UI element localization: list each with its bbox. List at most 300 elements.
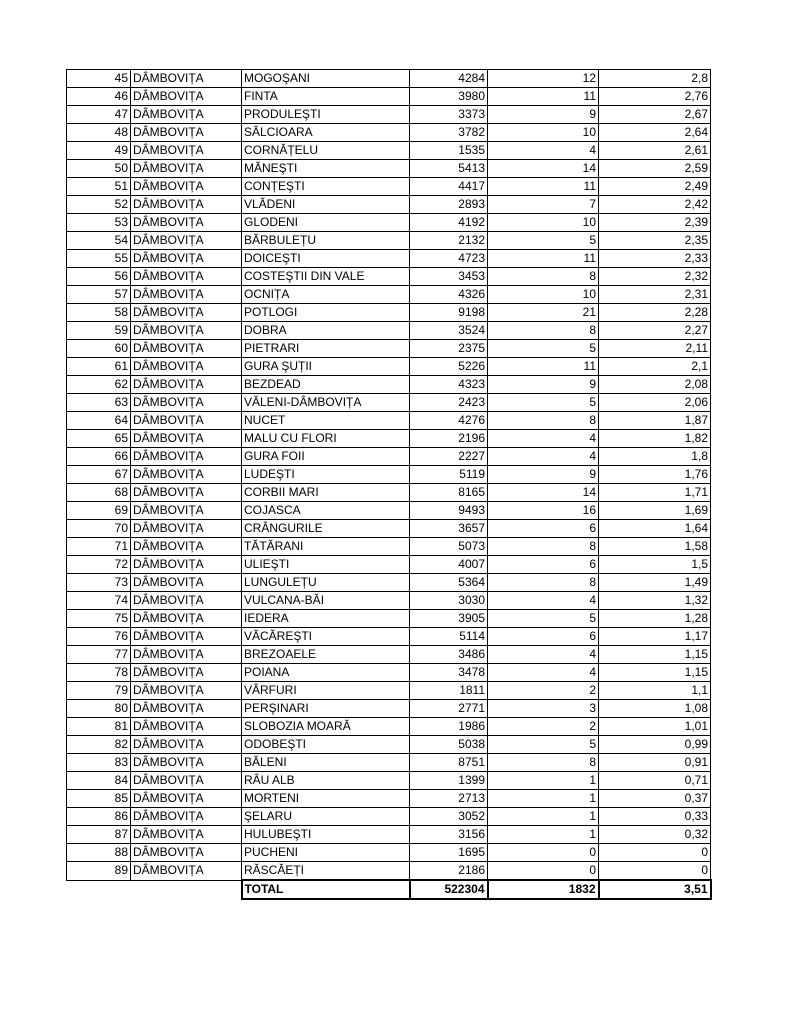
county-cell: DÂMBOVIȚA bbox=[131, 250, 242, 268]
rate-cell: 0,37 bbox=[599, 790, 711, 808]
population-cell: 1535 bbox=[410, 142, 488, 160]
cases-cell: 4 bbox=[488, 646, 599, 664]
locality-cell: PRODULEŞTI bbox=[242, 106, 410, 124]
rate-cell: 1,28 bbox=[599, 610, 711, 628]
table-row bbox=[67, 70, 711, 88]
locality-cell: ULIEŞTI bbox=[242, 556, 410, 574]
cases-cell: 8 bbox=[488, 412, 599, 430]
cases-cell: 6 bbox=[488, 556, 599, 574]
row-number: 73 bbox=[67, 574, 131, 592]
county-cell: DÂMBOVIȚA bbox=[131, 646, 242, 664]
table-row bbox=[67, 304, 711, 322]
row-number: 89 bbox=[67, 862, 131, 881]
rate-cell: 2,76 bbox=[599, 88, 711, 106]
county-cell: DÂMBOVIȚA bbox=[131, 664, 242, 682]
row-number: 80 bbox=[67, 700, 131, 718]
locality-cell: RÂU ALB bbox=[242, 772, 410, 790]
rate-cell: 1,08 bbox=[599, 700, 711, 718]
county-cell: DÂMBOVIȚA bbox=[131, 124, 242, 142]
row-number: 70 bbox=[67, 520, 131, 538]
rate-cell: 1,1 bbox=[599, 682, 711, 700]
cases-cell: 10 bbox=[488, 214, 599, 232]
rate-cell: 1,15 bbox=[599, 664, 711, 682]
population-cell: 5114 bbox=[410, 628, 488, 646]
county-cell: DÂMBOVIȚA bbox=[131, 142, 242, 160]
county-cell: DÂMBOVIȚA bbox=[131, 610, 242, 628]
locality-cell: VLĂDENI bbox=[242, 196, 410, 214]
county-cell: DÂMBOVIȚA bbox=[131, 106, 242, 124]
county-cell: DÂMBOVIȚA bbox=[131, 538, 242, 556]
table-row bbox=[67, 664, 711, 682]
rate-cell: 2,08 bbox=[599, 376, 711, 394]
locality-cell: OCNIȚA bbox=[242, 286, 410, 304]
locality-cell: POTLOGI bbox=[242, 304, 410, 322]
population-cell: 3373 bbox=[410, 106, 488, 124]
locality-cell: CORBII MARI bbox=[242, 484, 410, 502]
population-cell: 1695 bbox=[410, 844, 488, 862]
row-number: 71 bbox=[67, 538, 131, 556]
cases-cell: 0 bbox=[488, 862, 599, 881]
county-cell: DÂMBOVIȚA bbox=[131, 70, 242, 88]
table-row bbox=[67, 502, 711, 520]
population-cell: 5413 bbox=[410, 160, 488, 178]
rate-cell: 1,8 bbox=[599, 448, 711, 466]
population-cell: 5119 bbox=[410, 466, 488, 484]
county-cell: DÂMBOVIȚA bbox=[131, 556, 242, 574]
county-cell: DÂMBOVIȚA bbox=[131, 286, 242, 304]
row-number: 59 bbox=[67, 322, 131, 340]
table-row bbox=[67, 448, 711, 466]
rate-cell: 2,49 bbox=[599, 178, 711, 196]
population-cell: 2227 bbox=[410, 448, 488, 466]
cases-cell: 3 bbox=[488, 700, 599, 718]
locality-cell: VĂCĂREŞTI bbox=[242, 628, 410, 646]
locality-cell: MORTENI bbox=[242, 790, 410, 808]
table-row bbox=[67, 124, 711, 142]
cases-cell: 8 bbox=[488, 538, 599, 556]
rate-cell: 2,39 bbox=[599, 214, 711, 232]
cases-cell: 4 bbox=[488, 592, 599, 610]
cases-cell: 9 bbox=[488, 466, 599, 484]
row-number: 81 bbox=[67, 718, 131, 736]
county-cell: DÂMBOVIȚA bbox=[131, 304, 242, 322]
table-row bbox=[67, 520, 711, 538]
county-cell: DÂMBOVIȚA bbox=[131, 196, 242, 214]
row-number: 84 bbox=[67, 772, 131, 790]
table-row bbox=[67, 250, 711, 268]
cases-cell: 5 bbox=[488, 394, 599, 412]
locality-cell: GURA ŞUȚII bbox=[242, 358, 410, 376]
table-row bbox=[67, 484, 711, 502]
cases-cell: 8 bbox=[488, 268, 599, 286]
county-cell: DÂMBOVIȚA bbox=[131, 772, 242, 790]
table-row bbox=[67, 592, 711, 610]
locality-cell: NUCET bbox=[242, 412, 410, 430]
cases-cell: 21 bbox=[488, 304, 599, 322]
row-number: 79 bbox=[67, 682, 131, 700]
population-cell: 3657 bbox=[410, 520, 488, 538]
population-cell: 4723 bbox=[410, 250, 488, 268]
population-cell: 4326 bbox=[410, 286, 488, 304]
table-row bbox=[67, 790, 711, 808]
row-number: 82 bbox=[67, 736, 131, 754]
total-row bbox=[67, 880, 711, 899]
rate-cell: 2,11 bbox=[599, 340, 711, 358]
county-cell: DÂMBOVIȚA bbox=[131, 214, 242, 232]
cases-cell: 1 bbox=[488, 790, 599, 808]
row-number: 57 bbox=[67, 286, 131, 304]
table-row bbox=[67, 682, 711, 700]
rate-cell: 0 bbox=[599, 844, 711, 862]
rate-cell: 1,49 bbox=[599, 574, 711, 592]
locality-cell: VÂRFURI bbox=[242, 682, 410, 700]
population-cell: 4417 bbox=[410, 178, 488, 196]
locality-cell: VULCANA-BĂI bbox=[242, 592, 410, 610]
county-cell: DÂMBOVIȚA bbox=[131, 394, 242, 412]
population-cell: 4007 bbox=[410, 556, 488, 574]
rate-cell: 1,15 bbox=[599, 646, 711, 664]
row-number: 66 bbox=[67, 448, 131, 466]
rate-cell: 2,28 bbox=[599, 304, 711, 322]
locality-cell: MOGOŞANI bbox=[242, 70, 410, 88]
row-number: 64 bbox=[67, 412, 131, 430]
rate-cell: 1,01 bbox=[599, 718, 711, 736]
cases-cell: 5 bbox=[488, 610, 599, 628]
table-row bbox=[67, 556, 711, 574]
county-cell: DÂMBOVIȚA bbox=[131, 754, 242, 772]
cases-cell: 8 bbox=[488, 322, 599, 340]
table-row bbox=[67, 322, 711, 340]
table-row bbox=[67, 196, 711, 214]
total-cases: 1832 bbox=[488, 880, 599, 899]
row-number: 55 bbox=[67, 250, 131, 268]
row-number: 46 bbox=[67, 88, 131, 106]
cases-cell: 6 bbox=[488, 628, 599, 646]
row-number: 77 bbox=[67, 646, 131, 664]
total-label: TOTAL bbox=[242, 880, 410, 899]
row-number: 68 bbox=[67, 484, 131, 502]
county-cell: DÂMBOVIȚA bbox=[131, 160, 242, 178]
county-cell: DÂMBOVIȚA bbox=[131, 574, 242, 592]
cases-cell: 1 bbox=[488, 808, 599, 826]
rate-cell: 1,5 bbox=[599, 556, 711, 574]
data-table bbox=[66, 69, 712, 900]
cases-cell: 8 bbox=[488, 754, 599, 772]
locality-cell: COJASCA bbox=[242, 502, 410, 520]
population-cell: 1986 bbox=[410, 718, 488, 736]
row-number: 83 bbox=[67, 754, 131, 772]
table-row bbox=[67, 394, 711, 412]
county-cell: DÂMBOVIȚA bbox=[131, 430, 242, 448]
row-number: 75 bbox=[67, 610, 131, 628]
table-row bbox=[67, 268, 711, 286]
total-population: 522304 bbox=[410, 880, 488, 899]
cases-cell: 10 bbox=[488, 124, 599, 142]
row-number: 47 bbox=[67, 106, 131, 124]
table-row bbox=[67, 466, 711, 484]
cases-cell: 2 bbox=[488, 682, 599, 700]
cases-cell: 1 bbox=[488, 826, 599, 844]
locality-cell: PERŞINARI bbox=[242, 700, 410, 718]
row-number: 56 bbox=[67, 268, 131, 286]
table-row bbox=[67, 286, 711, 304]
locality-cell: RĂSCĂEȚI bbox=[242, 862, 410, 881]
county-cell: DÂMBOVIȚA bbox=[131, 718, 242, 736]
rate-cell: 2,27 bbox=[599, 322, 711, 340]
cases-cell: 14 bbox=[488, 160, 599, 178]
county-cell: DÂMBOVIȚA bbox=[131, 808, 242, 826]
cases-cell: 5 bbox=[488, 340, 599, 358]
population-cell: 2423 bbox=[410, 394, 488, 412]
rate-cell: 2,64 bbox=[599, 124, 711, 142]
population-cell: 3905 bbox=[410, 610, 488, 628]
rate-cell: 1,71 bbox=[599, 484, 711, 502]
row-number: 78 bbox=[67, 664, 131, 682]
locality-cell: BĂLENI bbox=[242, 754, 410, 772]
county-cell: DÂMBOVIȚA bbox=[131, 700, 242, 718]
county-cell: DÂMBOVIȚA bbox=[131, 466, 242, 484]
row-number: 85 bbox=[67, 790, 131, 808]
rate-cell: 0,99 bbox=[599, 736, 711, 754]
rate-cell: 0,32 bbox=[599, 826, 711, 844]
table-row bbox=[67, 628, 711, 646]
locality-cell: PUCHENI bbox=[242, 844, 410, 862]
locality-cell: ŞELARU bbox=[242, 808, 410, 826]
population-cell: 9198 bbox=[410, 304, 488, 322]
rate-cell: 2,8 bbox=[599, 70, 711, 88]
locality-cell: SĂLCIOARA bbox=[242, 124, 410, 142]
county-cell: DÂMBOVIȚA bbox=[131, 88, 242, 106]
cases-cell: 4 bbox=[488, 448, 599, 466]
row-number: 53 bbox=[67, 214, 131, 232]
population-cell: 2132 bbox=[410, 232, 488, 250]
rate-cell: 0,71 bbox=[599, 772, 711, 790]
county-cell: DÂMBOVIȚA bbox=[131, 628, 242, 646]
population-cell: 4276 bbox=[410, 412, 488, 430]
cases-cell: 12 bbox=[488, 70, 599, 88]
population-cell: 1811 bbox=[410, 682, 488, 700]
population-cell: 3478 bbox=[410, 664, 488, 682]
county-cell: DÂMBOVIȚA bbox=[131, 844, 242, 862]
table-row bbox=[67, 772, 711, 790]
county-cell: DÂMBOVIȚA bbox=[131, 826, 242, 844]
locality-cell: ODOBEŞTI bbox=[242, 736, 410, 754]
table-row bbox=[67, 808, 711, 826]
table-row bbox=[67, 610, 711, 628]
row-number: 86 bbox=[67, 808, 131, 826]
table-row bbox=[67, 430, 711, 448]
county-cell: DÂMBOVIȚA bbox=[131, 448, 242, 466]
rate-cell: 2,35 bbox=[599, 232, 711, 250]
population-cell: 3453 bbox=[410, 268, 488, 286]
locality-cell: COSTEŞTII DIN VALE bbox=[242, 268, 410, 286]
cases-cell: 11 bbox=[488, 250, 599, 268]
table-row bbox=[67, 214, 711, 232]
county-cell: DÂMBOVIȚA bbox=[131, 358, 242, 376]
cases-cell: 11 bbox=[488, 358, 599, 376]
locality-cell: TĂTĂRANI bbox=[242, 538, 410, 556]
population-cell: 3052 bbox=[410, 808, 488, 826]
rate-cell: 2,06 bbox=[599, 394, 711, 412]
population-cell: 2186 bbox=[410, 862, 488, 881]
row-number: 65 bbox=[67, 430, 131, 448]
cases-cell: 4 bbox=[488, 430, 599, 448]
locality-cell: BEZDEAD bbox=[242, 376, 410, 394]
population-cell: 5038 bbox=[410, 736, 488, 754]
cases-cell: 11 bbox=[488, 88, 599, 106]
locality-cell: SLOBOZIA MOARĂ bbox=[242, 718, 410, 736]
population-cell: 5226 bbox=[410, 358, 488, 376]
row-number: 49 bbox=[67, 142, 131, 160]
row-number: 69 bbox=[67, 502, 131, 520]
row-number: 60 bbox=[67, 340, 131, 358]
total-blank-cell bbox=[131, 880, 242, 899]
locality-cell: VĂLENI-DÂMBOVIȚA bbox=[242, 394, 410, 412]
county-cell: DÂMBOVIȚA bbox=[131, 502, 242, 520]
cases-cell: 9 bbox=[488, 376, 599, 394]
county-cell: DÂMBOVIȚA bbox=[131, 736, 242, 754]
locality-cell: LUNGULEȚU bbox=[242, 574, 410, 592]
table-row bbox=[67, 718, 711, 736]
population-cell: 2375 bbox=[410, 340, 488, 358]
population-cell: 2893 bbox=[410, 196, 488, 214]
locality-cell: GURA FOII bbox=[242, 448, 410, 466]
rate-cell: 2,61 bbox=[599, 142, 711, 160]
rate-cell: 2,31 bbox=[599, 286, 711, 304]
county-cell: DÂMBOVIȚA bbox=[131, 484, 242, 502]
population-cell: 3486 bbox=[410, 646, 488, 664]
population-cell: 2713 bbox=[410, 790, 488, 808]
locality-cell: GLODENI bbox=[242, 214, 410, 232]
table-row bbox=[67, 142, 711, 160]
table-row bbox=[67, 88, 711, 106]
cases-cell: 4 bbox=[488, 664, 599, 682]
locality-cell: PIETRARI bbox=[242, 340, 410, 358]
population-cell: 8165 bbox=[410, 484, 488, 502]
cases-cell: 1 bbox=[488, 772, 599, 790]
population-cell: 3524 bbox=[410, 322, 488, 340]
cases-cell: 11 bbox=[488, 178, 599, 196]
total-rate: 3,51 bbox=[599, 880, 711, 899]
county-cell: DÂMBOVIȚA bbox=[131, 232, 242, 250]
row-number: 45 bbox=[67, 70, 131, 88]
cases-cell: 4 bbox=[488, 142, 599, 160]
row-number: 74 bbox=[67, 592, 131, 610]
rate-cell: 2,32 bbox=[599, 268, 711, 286]
row-number: 88 bbox=[67, 844, 131, 862]
rate-cell: 1,87 bbox=[599, 412, 711, 430]
locality-cell: CONȚEŞTI bbox=[242, 178, 410, 196]
table-row bbox=[67, 412, 711, 430]
cases-cell: 2 bbox=[488, 718, 599, 736]
rate-cell: 2,42 bbox=[599, 196, 711, 214]
rate-cell: 2,67 bbox=[599, 106, 711, 124]
locality-cell: MALU CU FLORI bbox=[242, 430, 410, 448]
population-cell: 3156 bbox=[410, 826, 488, 844]
county-cell: DÂMBOVIȚA bbox=[131, 520, 242, 538]
locality-cell: BĂRBULEȚU bbox=[242, 232, 410, 250]
table-row bbox=[67, 700, 711, 718]
row-number: 62 bbox=[67, 376, 131, 394]
cases-cell: 6 bbox=[488, 520, 599, 538]
population-cell: 9493 bbox=[410, 502, 488, 520]
county-cell: DÂMBOVIȚA bbox=[131, 412, 242, 430]
rate-cell: 0 bbox=[599, 862, 711, 881]
locality-cell: MĂNEŞTI bbox=[242, 160, 410, 178]
county-cell: DÂMBOVIȚA bbox=[131, 268, 242, 286]
locality-cell: IEDERA bbox=[242, 610, 410, 628]
row-number: 58 bbox=[67, 304, 131, 322]
table-row bbox=[67, 754, 711, 772]
row-number: 48 bbox=[67, 124, 131, 142]
cases-cell: 5 bbox=[488, 736, 599, 754]
cases-cell: 9 bbox=[488, 106, 599, 124]
county-cell: DÂMBOVIȚA bbox=[131, 592, 242, 610]
cases-cell: 7 bbox=[488, 196, 599, 214]
locality-cell: HULUBEŞTI bbox=[242, 826, 410, 844]
population-cell: 4192 bbox=[410, 214, 488, 232]
population-cell: 8751 bbox=[410, 754, 488, 772]
table-row bbox=[67, 736, 711, 754]
row-number: 87 bbox=[67, 826, 131, 844]
population-cell: 4284 bbox=[410, 70, 488, 88]
row-number: 52 bbox=[67, 196, 131, 214]
county-cell: DÂMBOVIȚA bbox=[131, 376, 242, 394]
locality-cell: FINTA bbox=[242, 88, 410, 106]
county-cell: DÂMBOVIȚA bbox=[131, 322, 242, 340]
county-cell: DÂMBOVIȚA bbox=[131, 178, 242, 196]
cases-cell: 5 bbox=[488, 232, 599, 250]
rate-cell: 1,32 bbox=[599, 592, 711, 610]
row-number: 61 bbox=[67, 358, 131, 376]
locality-cell: DOBRA bbox=[242, 322, 410, 340]
rate-cell: 2,59 bbox=[599, 160, 711, 178]
population-cell: 3782 bbox=[410, 124, 488, 142]
locality-cell: LUDEŞTI bbox=[242, 466, 410, 484]
table-row bbox=[67, 178, 711, 196]
cases-cell: 8 bbox=[488, 574, 599, 592]
table-row bbox=[67, 340, 711, 358]
county-cell: DÂMBOVIȚA bbox=[131, 790, 242, 808]
locality-cell: BREZOAELE bbox=[242, 646, 410, 664]
table-row bbox=[67, 844, 711, 862]
table-row bbox=[67, 574, 711, 592]
county-cell: DÂMBOVIȚA bbox=[131, 340, 242, 358]
table-row bbox=[67, 232, 711, 250]
cases-cell: 10 bbox=[488, 286, 599, 304]
cases-cell: 16 bbox=[488, 502, 599, 520]
row-number: 51 bbox=[67, 178, 131, 196]
total-blank-cell bbox=[67, 880, 131, 899]
row-number: 76 bbox=[67, 628, 131, 646]
row-number: 63 bbox=[67, 394, 131, 412]
rate-cell: 0,91 bbox=[599, 754, 711, 772]
table-row bbox=[67, 538, 711, 556]
population-cell: 2771 bbox=[410, 700, 488, 718]
population-cell: 4323 bbox=[410, 376, 488, 394]
population-cell: 3980 bbox=[410, 88, 488, 106]
population-cell: 2196 bbox=[410, 430, 488, 448]
county-cell: DÂMBOVIȚA bbox=[131, 862, 242, 881]
table-row bbox=[67, 160, 711, 178]
rate-cell: 0,33 bbox=[599, 808, 711, 826]
row-number: 50 bbox=[67, 160, 131, 178]
population-cell: 1399 bbox=[410, 772, 488, 790]
rate-cell: 2,1 bbox=[599, 358, 711, 376]
rate-cell: 2,33 bbox=[599, 250, 711, 268]
rate-cell: 1,76 bbox=[599, 466, 711, 484]
rate-cell: 1,58 bbox=[599, 538, 711, 556]
